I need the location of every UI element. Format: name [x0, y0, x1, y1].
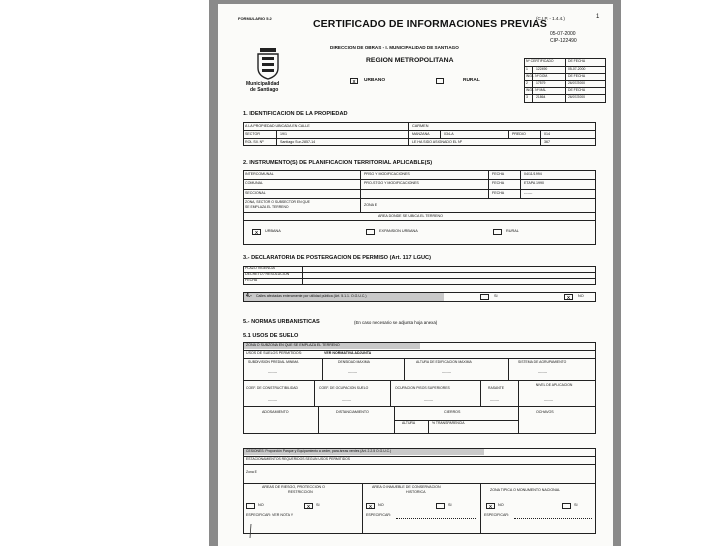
estacionamientos-label: ESTACIONAMIENTOS REQUERIDOS SEGUN USOS PERMITIDOS [246, 457, 351, 461]
zona-tipica-header: ZONA TIPICA O MONUMENTO NACIONAL [490, 488, 561, 492]
section-5-1-title: 5.1 USOS DE SUELO [243, 333, 299, 339]
ocupacion-suelo-value: -------- [342, 398, 352, 402]
address-value: CARMEN [412, 124, 429, 128]
zona-value: ZONA E [364, 203, 378, 207]
postponement-table [243, 266, 596, 285]
cert-cell: INGL. Nº MAL [526, 88, 547, 92]
zona-header: ZONA O SUBZONA EN QUE SE EMPLAZA EL TERRENO [246, 343, 340, 347]
nivel-aplicacion-header: NIVEL DE APLICACION [535, 383, 573, 387]
altura-header: ALTURA DE EDIFICACION MAXIMA [416, 360, 472, 364]
distanciamiento-header: DISTANCIAMIENTO [336, 410, 369, 414]
fecha-label: FECHA [492, 172, 505, 176]
conservacion-si-checkbox[interactable] [436, 503, 445, 509]
coat-of-arms-icon [244, 46, 292, 80]
intercomunal-label: INTERCOMUNAL [245, 172, 274, 176]
document-page [218, 4, 613, 546]
section-4-text: Calles afectadas enteramente por utilidad pública (Art. 5.1.1. O.G.U.C.) [256, 294, 367, 298]
section-4-no-label: NO [578, 294, 584, 298]
section-5-note: (En caso necesario se adjunta hoja anexa) [354, 320, 438, 325]
cierros-transparencia-label: % TRANSPARENCIA [432, 421, 465, 425]
asignado-label: LE HA SIDO ASIGNADO EL Nº [412, 140, 462, 144]
document-title: CERTIFICADO DE INFORMACIONES PREVIAS [313, 18, 548, 30]
logo-line-1: Municipalidad [246, 81, 280, 87]
intercomunal-value: PRSG Y MODIFICACIONES [364, 172, 410, 176]
cert-cell: 17579 [536, 81, 546, 85]
predio-label: PREDIO [512, 132, 526, 136]
asignado-value: 367 [544, 140, 550, 144]
department: DIRECCION DE OBRAS - I. MUNICIPALIDAD DE SANTIAGO [330, 45, 459, 50]
rural-checkbox[interactable] [436, 78, 444, 84]
conservacion-no-label: NO [378, 503, 384, 507]
logo-line-2: de Santiago [250, 87, 279, 93]
comunal-label: COMUNAL [245, 181, 263, 185]
urbana-label: URBANA [265, 229, 281, 233]
agrupamiento-header: SISTEMA DE AGRUPAMIENTO [518, 360, 567, 364]
cert-cell: 122490 [536, 67, 548, 71]
fecha-label: FECHA [492, 181, 505, 185]
subdivision-value: -------- [268, 370, 278, 374]
adosamiento-header: ADOSAMIENTO [262, 410, 289, 414]
riesgo-header-1: AREAS DE RIESGO, PROTECCION O [262, 485, 325, 489]
urbana-checkbox[interactable]: X [252, 229, 261, 235]
fecha-postergacion-label: FECHA [245, 278, 258, 282]
sector-value: 19/1 [280, 132, 287, 136]
manzana-value: 034-A [444, 132, 454, 136]
page-mark: 1 [596, 14, 600, 20]
pen-mark [248, 524, 254, 538]
urbano-label: URBANO [364, 78, 386, 83]
cert-cell: 05-07-2000 [568, 67, 586, 71]
subdivision-header: SUBDIVISION PREDIAL MINIMA [248, 360, 299, 364]
zona-b-label: Zona E [246, 470, 257, 474]
zona-tipica-si-checkbox[interactable] [562, 503, 571, 509]
area-header: AREA DONDE SE UBICA EL TERRENO [378, 214, 443, 218]
riesgo-no-label: NO [258, 503, 264, 507]
riesgo-no-checkbox[interactable] [246, 503, 255, 509]
expansion-urbana-checkbox[interactable] [366, 229, 375, 235]
rasante-value: -------- [490, 398, 500, 402]
altura-value: -------- [442, 370, 452, 374]
conservacion-no-checkbox[interactable]: X [366, 503, 375, 509]
nivel-value: -------- [544, 398, 554, 402]
section-3-title: 3.- DECLARATORIA DE POSTERGACION DE PERMISO (Art. 117 LGUC) [243, 255, 431, 261]
conservacion-header-2: HISTORICA [406, 490, 426, 494]
cert-cell: DE FECHA [568, 74, 586, 78]
cert-date-header: DE FECHA [568, 59, 586, 63]
cert-cell: DE FECHA [568, 88, 586, 92]
urbano-checkbox[interactable]: X [350, 78, 358, 84]
plazo-label: PLAZO VIGENCIA [245, 266, 275, 270]
riesgo-si-checkbox[interactable]: X [304, 503, 313, 509]
manzana-label: MANZANA [412, 132, 430, 136]
riesgo-especificar: ESPECIFICAR: VER NOTA Y [246, 513, 294, 517]
conservacion-si-label: SI [448, 503, 452, 507]
cesiones-text: CESIONES: Proporción Parque y Equipamiento a ceder, para áreas verdes (Art. 2.2.5 O.G.U.C.) [246, 449, 392, 453]
agrupamiento-value: -------- [538, 370, 548, 374]
densidad-header: DENSIDAD MAXIMA [338, 360, 370, 364]
region-title: REGION METROPOLITANA [366, 57, 454, 64]
constructibilidad-value: -------- [268, 398, 278, 402]
zona-tipica-si-label: SI [574, 503, 578, 507]
zona-label-1: ZONA, SECTOR O SUBSECTOR EN QUE [245, 200, 310, 204]
intercomunal-date: 04/11/1994 [524, 172, 542, 176]
ochavos-header: OCHAVOS [536, 410, 554, 414]
cert-cell: 26/07/2000 [568, 95, 585, 99]
comunal-value: PRO-STGO Y MODIFICACIONES [364, 181, 419, 185]
sector-label: SECTOR [245, 132, 260, 136]
usos-label: USOS DE SUELOS PERMITIDOS: [246, 351, 303, 355]
seccional-date: ------- [524, 191, 533, 195]
section-5-title: 5.- NORMAS URBANISTICAS [243, 319, 320, 325]
constructibilidad-header: COEF. DE CONSTRUCTIBILIDAD [246, 386, 298, 390]
cert-cell: 21864 [536, 95, 546, 99]
zona-tipica-no-label: NO [498, 503, 504, 507]
section-1-title: 1. IDENTIFICACION DE LA PROPIEDAD [243, 111, 348, 117]
municipal-logo [244, 46, 292, 96]
rural-label: RURAL [463, 78, 480, 83]
address-label: A LA PROPIEDAD UBICADA EN CALLE [245, 124, 310, 128]
conservacion-header-1: AREA O INMUEBLE DE CONSERVACION [372, 485, 441, 489]
cierros-altura-label: ALTURA [402, 421, 416, 425]
section-4-number: 4.- [246, 293, 252, 299]
riesgo-header-2: RESTRICCION [288, 490, 313, 494]
cip-number: CIP-122490 [550, 38, 577, 44]
ocupacion-pisos-value: -------- [424, 398, 434, 402]
section-4-si-checkbox[interactable] [480, 294, 489, 300]
cert-number-header: Nº CERTIFICADO [526, 59, 554, 63]
seccional-label: SECCIONAL [245, 191, 266, 195]
comunal-date: ETAPA 1990 [524, 181, 545, 185]
expansion-urbana-label: EXPANSION URBANA [379, 229, 418, 233]
riesgo-si-label: SI [316, 503, 320, 507]
rural-area-label: RURAL [506, 229, 519, 233]
cierros-header: CIERROS [444, 410, 461, 414]
rol-value: Santiago Sur-2857-14 [280, 140, 316, 144]
zona-label-2: SE EMPLAZA EL TERRENO [245, 205, 289, 209]
rural-area-checkbox[interactable] [493, 229, 502, 235]
issue-date: 05-07-2000 [550, 31, 576, 37]
zona-tipica-no-checkbox[interactable]: X [486, 503, 495, 509]
predio-value: 014 [544, 132, 550, 136]
form-number: FORMULARIO 5.2 [238, 16, 272, 21]
usos-value: VER NORMATIVA ADJUNTA [324, 351, 372, 355]
cert-cell: 3 [526, 95, 528, 99]
rol-label: ROL SII. Nº [245, 140, 264, 144]
decreto-label: DECRETO / RESOLUCION [245, 272, 290, 276]
section-4-no-checkbox[interactable]: X [564, 294, 573, 300]
ocupacion-suelo-header: COEF. DE OCUPACION SUELO [319, 386, 369, 390]
ref-code: (C.I.P. - 1.4.4.) [536, 16, 565, 21]
section-4-si-label: SI [494, 294, 498, 298]
rasante-header: RASANTE [488, 386, 505, 390]
cert-cell: 26/07/2000 [568, 81, 585, 85]
conservacion-especificar: ESPECIFICAR: [366, 513, 391, 517]
fecha-label: FECHA [492, 191, 505, 195]
cert-cell: 2 [526, 81, 528, 85]
densidad-value: -------- [348, 370, 358, 374]
ocupacion-pisos-header: OCUPACION PISOS SUPERIORES [395, 386, 450, 390]
zona-tipica-especificar: ESPECIFICAR: [484, 513, 509, 517]
cert-cell: INGL. Nº DOM. [526, 74, 548, 78]
cert-cell: 1 [526, 67, 528, 71]
section-2-title: 2. INSTRUMENTO(S) DE PLANIFICACION TERRITORIAL APLICABLE(S) [243, 160, 433, 166]
